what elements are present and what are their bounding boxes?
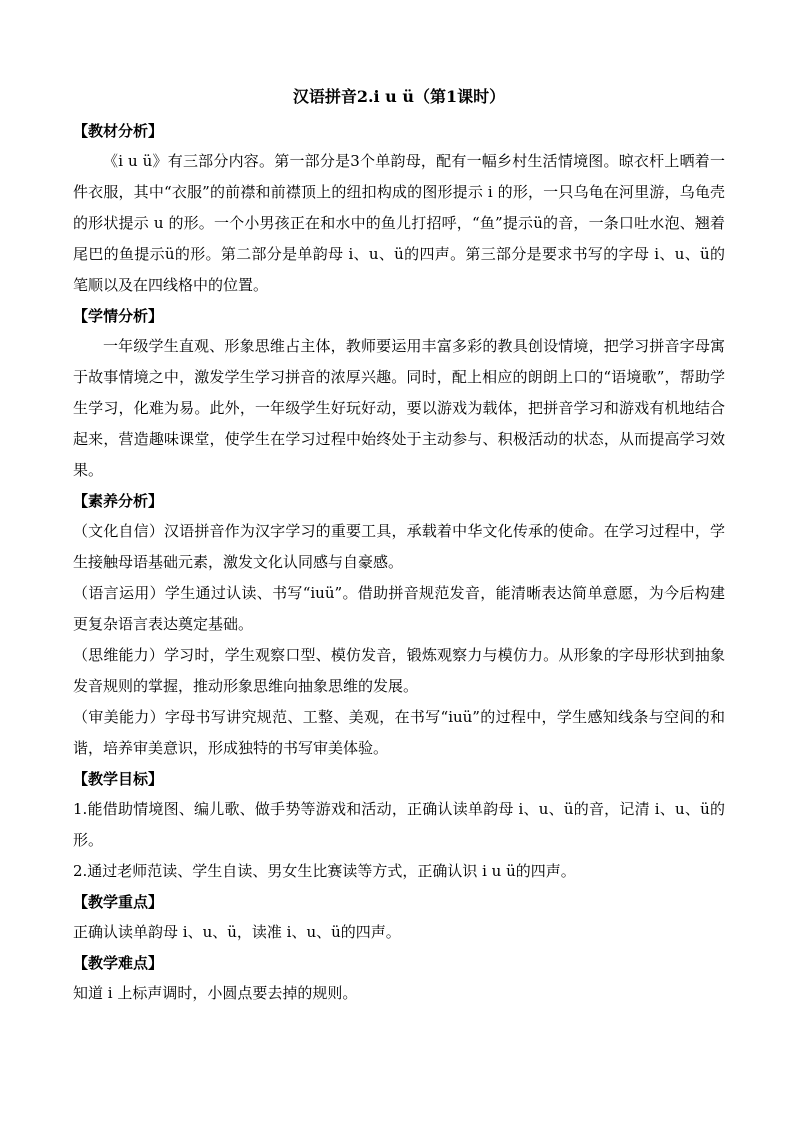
section-heading: 【教学重点】 [73,893,164,911]
document-title: 汉语拼音2.i u ü（第1课时） [292,87,506,106]
section-literacy-analysis [73,486,725,764]
section-heading: 【教学目标】 [73,770,164,788]
section-heading: 【教材分析】 [73,122,164,140]
section-textbook-analysis [73,116,725,301]
objective-item: 1.能借助情境图、编儿歌、做手势等游戏和活动，正确认读单韵母 i、u、ü的音，记清 i、u、ü的形。 [73,800,725,849]
section-teaching-focus [73,887,725,948]
paragraph-language-use: （语言运用）学生通过认读、书写“iuü”。借助拼音规范发音，能清晰表达简单意愿，为今后构建更复杂语言表达奠定基础。 [73,584,725,633]
section-heading: 【学情分析】 [73,307,164,325]
objective-item: 2.通过老师范读、学生自读、男女生比赛读等方式，正确认识 i u ü的四声。 [73,862,576,880]
paragraph: 一年级学生直观、形象思维占主体，教师要运用丰富多彩的教具创设情境，把学习拼音字母寓于故事情境之中，激发学生学习拼音的浓厚兴趣。同时，配上相应的朗朗上口的“语境歌”，帮助学生学习，化难为易。此外，一年级学生好玩好动，要以游戏为载体，把拼音学习和游戏有机地结合起来，营造趣味课堂，使学生在学习过程中始终处于主动参与、积极活动的状态，从而提高学习效果。 [73,337,725,479]
section-heading: 【素养分析】 [73,492,164,510]
paragraph: 《i u ü》有三部分内容。第一部分是3个单韵母，配有一幅乡村生活情境图。晾衣杆上晒着一件衣服，其中“衣服”的前襟和前襟顶上的纽扣构成的图形提示 i 的形，一只乌龟在河里游，乌龟壳的形状提示 u 的形。一个小男孩正在和水中的鱼儿打招呼，“鱼”提示ü的音，一条口吐水泡、翘着尾巴的鱼提示ü的形。第二部分是单韵母 i、u、ü的四声。第三部分是要求书写的字母 i、u、ü的笔顺以及在四线格中的位置。 [73,152,725,294]
paragraph-thinking-ability: （思维能力）学习时，学生观察口型、模仿发音，锻炼观察力与模仿力。从形象的字母形状到抽象发音规则的掌握，推动形象思维向抽象思维的发展。 [73,646,725,695]
section-student-analysis [73,301,725,486]
paragraph: 知道 i 上标声调时，小圆点要去掉的规则。 [73,984,358,1002]
section-teaching-objectives [73,764,725,887]
section-teaching-difficulty [73,948,725,1009]
document-page [73,84,725,1009]
section-heading: 【教学难点】 [73,954,164,972]
paragraph-cultural-confidence: （文化自信）汉语拼音作为汉字学习的重要工具，承载着中华文化传承的使命。在学习过程中，学生接触母语基础元素，激发文化认同感与自豪感。 [73,522,725,571]
paragraph-aesthetic-ability: （审美能力）字母书写讲究规范、工整、美观，在书写“iuü”的过程中，学生感知线条与空间的和谐，培养审美意识，形成独特的书写审美体验。 [73,708,725,757]
paragraph: 正确认读单韵母 i、u、ü，读准 i、u、ü的四声。 [73,923,401,941]
